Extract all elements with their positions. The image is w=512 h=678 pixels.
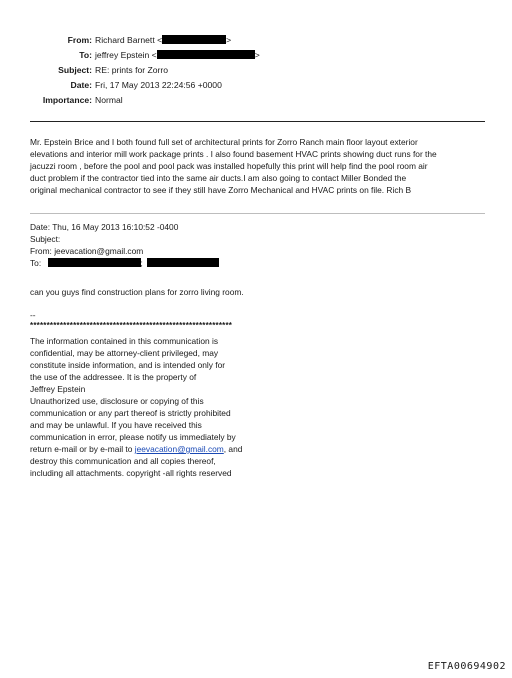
- from-tail: >: [226, 35, 232, 45]
- body-line: duct problem if the contractor tied into the same air ducts.I am also going to contact Miller Bonded the: [30, 173, 407, 183]
- disclaimer-line: including all attachments. copyright -all rights reserved: [30, 468, 232, 478]
- header-to-row: [0, 48, 512, 62]
- original-to-row: [30, 257, 219, 269]
- disclaimer-line: The information contained in this communication is: [30, 336, 219, 346]
- body-line: original mechanical contractor to see if they still have Zorro Mechanical and HVAC prints on file. Rich B: [30, 185, 412, 195]
- email-link[interactable]: jeevacation@gmail.com: [134, 444, 224, 454]
- disclaimer-line: and may be unlawful. If you have received this: [30, 420, 202, 430]
- disclaimer-line: the use of the addressee. It is the property of: [30, 372, 197, 382]
- header-divider: [30, 121, 485, 122]
- body-line: elevations and interior mill work package prints . I also found basement HVAC prints showing duct runs for the: [30, 149, 437, 159]
- signature-dash: --: [30, 310, 36, 320]
- date-label: Date:: [70, 80, 92, 90]
- redacted-email-block: [157, 50, 255, 59]
- signature-stars: *************************************************************: [30, 321, 233, 330]
- header-from-row: [0, 33, 512, 47]
- disclaimer-line: confidential, may be attorney-client privileged, may: [30, 348, 219, 358]
- disclaimer-line: Jeffrey Epstein: [30, 384, 86, 394]
- original-date: Date: Thu, 16 May 2013 16:10:52 -0400: [30, 222, 179, 232]
- subject-value: RE: prints for Zorro: [95, 65, 169, 75]
- header-subject-row: [0, 63, 512, 77]
- original-subject: Subject:: [30, 234, 61, 244]
- body-line: jacuzzi room , before the pool and pool pack was installed hopefully this print will help find the pool room air: [30, 161, 428, 171]
- disclaimer-text: return e-mail or by e-mail to: [30, 444, 135, 454]
- to-tail: >: [254, 50, 260, 60]
- disclaimer-text: , and: [223, 444, 243, 454]
- disclaimer: [30, 335, 242, 479]
- importance-label: Importance:: [42, 95, 92, 105]
- reply-body: [30, 136, 486, 196]
- document-id: EFTA00694902: [427, 661, 506, 672]
- disclaimer-line: Unauthorized use, disclosure or copying of this: [30, 396, 204, 406]
- disclaimer-line: communication in error, please notify us immediately by: [30, 432, 236, 442]
- to-label: To:: [79, 50, 92, 60]
- header-date-row: [0, 78, 512, 92]
- from-label: From:: [67, 35, 92, 45]
- original-body: can you guys find construction plans for zorro living room.: [30, 287, 244, 297]
- date-value: Fri, 17 May 2013 22:24:56 +0000: [95, 80, 222, 90]
- header-importance-row: [0, 93, 512, 107]
- original-message-header: [30, 221, 219, 269]
- from-value: Richard Barnett <: [95, 35, 163, 45]
- original-from: From: jeevacation@gmail.com: [30, 246, 144, 256]
- disclaimer-line: constitute inside information, and is intended only for: [30, 360, 226, 370]
- disclaimer-line: destroy this communication and all copies thereof,: [30, 456, 216, 466]
- to-separator: ;: [140, 258, 143, 268]
- body-line: Mr. Epstein Brice and I both found full set of architectural prints for Zorro Ranch main floor layout exterior: [30, 137, 418, 147]
- redacted-email-block: [162, 35, 226, 44]
- redacted-email-block: [48, 258, 141, 267]
- disclaimer-line: [30, 443, 242, 455]
- subject-label: Subject:: [58, 65, 92, 75]
- original-to-label: To:: [30, 258, 42, 268]
- quote-divider: [30, 213, 485, 214]
- redacted-email-block: [147, 258, 219, 267]
- importance-value: Normal: [95, 95, 123, 105]
- disclaimer-line: communication or any part thereof is strictly prohibited: [30, 408, 231, 418]
- to-value: jeffrey Epstein <: [95, 50, 157, 60]
